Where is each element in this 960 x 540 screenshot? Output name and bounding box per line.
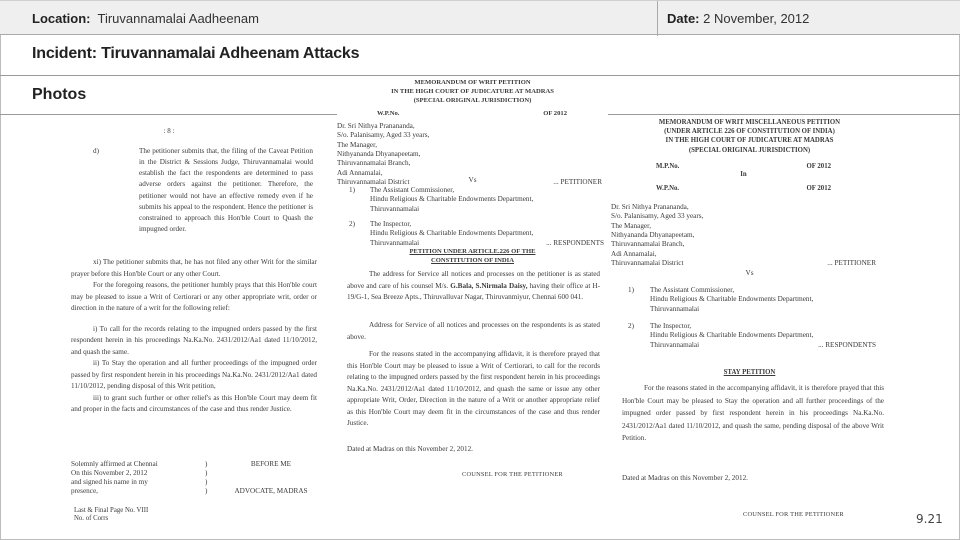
- witness-column: [221, 460, 321, 496]
- address-text: The address for Service all notices and processes on the petitioner is as stated above and care of his counsel M/s.: [347, 270, 600, 290]
- petitioner-line: Thiruvannamalai Branch,: [611, 240, 685, 249]
- respondent-number: 2): [349, 220, 355, 229]
- paragraph-label: d): [93, 147, 99, 155]
- relief-i: i) To call for the records relating to the impugned orders passed by the first respondent herein in his proceedings Na.Ka.No. 2431/2012/Aa1 dated 11/10/2012, and quash the same.: [71, 324, 317, 356]
- versus: Vs: [745, 269, 754, 277]
- respondents-block: [628, 286, 876, 358]
- dated-text: Dated at Madras on this November 2, 2012.: [622, 474, 748, 482]
- respondent-1: [349, 186, 604, 214]
- affirmation-text: [71, 460, 201, 496]
- prayer-text: For the reasons stated in the accompanying affidavit, it is therefore prayed that this Hon'ble Court may be pleased to Stay the operation and all further proceedings of the impugned order passed by first respondent herein in his proceedings Na.Ka.No. 2431/2012/Aa1 dated 11/10/2012, and quash the same, pending disposal of the above Writ Petition.: [622, 384, 884, 443]
- relief-ii: ii) To Stay the operation and all further proceedings of the impugned order passed by first respondent herein in his proceedings Na.Ka.No. 2431/2012/Aa1 dated 11/10/2012, pending disposal of this Writ petition,: [71, 359, 317, 391]
- case-number-block: [656, 163, 831, 193]
- last-page-line: Last & Final Page No. VIII: [74, 507, 149, 514]
- respondent-line: Thiruvannamalai: [650, 304, 700, 313]
- header-divider: [657, 1, 658, 36]
- mp-year: OF 2012: [806, 163, 831, 170]
- petitioner-line: The Manager,: [611, 221, 652, 230]
- photos-title: Photos: [32, 86, 87, 103]
- petitioner-line: S/o. Palanisamy, Aged 33 years,: [611, 212, 704, 221]
- heading-line: (UNDER ARTICLE 226 OF CONSTITUTION OF INDIA): [664, 128, 835, 136]
- counsel-signature: COUNSEL FOR THE PETITIONER: [743, 511, 844, 518]
- date-value: 2 November, 2012: [703, 11, 810, 26]
- heading-line: MEMORANDUM OF WRIT MISCELLANEOUS PETITION: [658, 119, 841, 126]
- respondent-line: The Inspector,: [370, 220, 412, 229]
- slide-number: 9.21: [916, 512, 943, 526]
- affirmation-line: and signed his name in my: [71, 478, 148, 486]
- respondent-line: Hindu Religious & Charitable Endowments Department,: [370, 195, 534, 204]
- respondent-2: [349, 220, 604, 248]
- address-text: having their office at H-19/G-1, Sea Breeze Apts., Thiruvalluvar Nagar, Thiruvanmiyur, Chennai 600 041.: [347, 281, 600, 302]
- mp-no: M.P.No.: [656, 163, 680, 170]
- counsel-names: G.Bala, S.Nirmala Daisy,: [450, 281, 528, 290]
- prayer-section: [71, 257, 317, 416]
- petitioner-line: Thiruvannamalai District: [337, 178, 410, 187]
- respondent-line: Hindu Religious & Charitable Endowments Department,: [650, 295, 814, 304]
- respondent-line: Hindu Religious & Charitable Endowments Department,: [370, 229, 534, 238]
- address-respondents-text: Address for Service of all notices and processes on the respondents is as stated above.: [347, 321, 600, 341]
- petition-title: [337, 248, 608, 265]
- petitioner-line: The Manager,: [337, 140, 378, 149]
- petitioner-tag: ... PETITIONER: [553, 178, 602, 187]
- paragraph-xi: xi) The petitioner submits that, he has not filed any other Writ for the similar prayer before this Hon'ble Court or any other Court.: [71, 258, 317, 278]
- date-label: Date:: [667, 11, 700, 26]
- petitioner-line: Dr. Sri Nithya Pranananda,: [611, 203, 689, 211]
- wp-no: W.P.No.: [377, 110, 400, 117]
- heading-line: MEMORANDUM OF WRIT PETITION: [414, 79, 531, 86]
- respondent-line: Thiruvannamalai: [370, 204, 420, 213]
- address-respondents-paragraph: [347, 320, 600, 343]
- respondent-line: Hindu Religious & Charitable Endowments Department,: [650, 331, 814, 340]
- respondent-line: Thiruvannamalai: [370, 238, 420, 247]
- respondent-line: The Inspector,: [650, 322, 692, 331]
- last-page-note: [74, 507, 148, 524]
- location-label: Location:: [32, 11, 91, 26]
- stay-petition-title: STAY PETITION: [723, 369, 776, 376]
- petitioner-line: Nithyananda Dhyanapeetam,: [337, 150, 421, 159]
- affirmation-line: Solemnly affirmed at Chennai: [71, 460, 158, 468]
- petitioner-line: Nithyananda Dhyanapeetam,: [611, 231, 695, 240]
- wp-number-row: [377, 109, 567, 119]
- document-image-affidavit-page: [1, 116, 337, 536]
- respondent-line: The Assistant Commissioner,: [370, 186, 455, 194]
- dated-line: [347, 444, 600, 456]
- petitioner-line: Adi Annamalai,: [337, 168, 383, 177]
- heading-line: IN THE HIGH COURT OF JUDICATURE AT MADRAS: [665, 137, 834, 145]
- page-number: : 8 :: [163, 127, 175, 135]
- petitioner-line: Dr. Sri Nithya Pranananda,: [337, 122, 415, 130]
- prayer-paragraph: [622, 382, 884, 445]
- petition-title-line: CONSTITUTION OF INDIA: [431, 256, 514, 264]
- wp-year: OF 2012: [806, 185, 831, 193]
- petitioner-line: Thiruvannamalai District: [611, 259, 684, 268]
- wp-no: W.P.No.: [656, 185, 680, 193]
- bracket: ): [205, 460, 208, 468]
- bracket: ): [205, 487, 208, 495]
- paragraph-text: The petitioner submits that, the filing of the Caveat Petition in the District & Sessions Judge, Thiruvannamalai would establish the fact the respondents are determined to pass adverse orders against the petitioner. Therefore, the petitioner would not have an effective remedy even if he submits his appeal to the respondent. Hence the petitioner is constrained to approach this Hon'ble Court to Quash the impugned order.: [139, 147, 313, 234]
- affirmation-line: On this November 2, 2012: [71, 469, 148, 477]
- versus: Vs: [468, 176, 477, 184]
- date-field: [667, 11, 809, 26]
- respondent-line: The Assistant Commissioner,: [650, 286, 735, 294]
- respondents-tag: ... RESPONDENTS: [546, 238, 604, 247]
- respondents-block: [349, 186, 604, 254]
- document-heading: [337, 79, 608, 106]
- petitioner-line: Adi Annamalai,: [611, 249, 657, 258]
- prayer-paragraph: [347, 349, 600, 430]
- corrs-line: No. of Corrs: [74, 515, 109, 523]
- document-image-writ-petition: [337, 76, 608, 496]
- advocate: ADVOCATE, MADRAS: [234, 487, 308, 495]
- heading-line: IN THE HIGH COURT OF JUDICATURE AT MADRAS: [391, 87, 554, 95]
- respondents-tag: ... RESPONDENTS: [818, 340, 876, 349]
- location-value: Tiruvannamalai Aadheenam: [97, 11, 259, 26]
- petitioner-block: [611, 203, 876, 269]
- location-field: [32, 11, 259, 26]
- bracket-column: [205, 460, 215, 496]
- petitioner-line: S/o. Palanisamy, Aged 33 years,: [337, 131, 430, 140]
- prayer-text: For the reasons stated in the accompanying affidavit, it is therefore prayed that this Hon'ble Court may be pleased to issue a Writ of Certiorari, to call for the records relating to the impugned orders passed by the first respondent herein in his proceedings Na.Ka.No. 2431/2012/Aa1 dated 11/10/2012, and quash the same or issue any other appropriate Writ, Order, Direction in the nature of a Writ or another appropriate relief as this Hon'ble Court may deem fit in the circumstances of the case and thus render Justice.: [347, 350, 600, 428]
- paragraph-d: [93, 146, 313, 235]
- heading-line: (SPECIAL ORIGINAL JURISDICTION): [413, 96, 532, 104]
- header-bar: [0, 0, 960, 35]
- respondent-line: Thiruvannamalai: [650, 340, 700, 349]
- dated-text: Dated at Madras on this November 2, 2012.: [347, 445, 473, 453]
- petitioner-tag: ... PETITIONER: [827, 259, 876, 268]
- bracket: ): [205, 478, 208, 486]
- document-image-stay-petition: [608, 116, 891, 536]
- respondent-2: [628, 322, 876, 350]
- paragraph-prays: For the foregoing reasons, the petitioner humbly prays that this Hon'ble court may be pleased to issue a Writ of Certiorari or any other appropriate writ, order or direction in the nature of a writ for the following relief:: [71, 281, 317, 313]
- in-label: In: [740, 171, 747, 179]
- respondent-number: 2): [628, 322, 634, 331]
- incident-title: Incident: Tiruvannamalai Adheenam Attacks: [32, 45, 360, 62]
- petition-title-line: PETITION UNDER ARTICLE.226 OF THE: [409, 248, 536, 255]
- address-paragraph: [347, 269, 600, 304]
- before-me: BEFORE ME: [250, 460, 292, 468]
- bracket: ): [205, 469, 208, 477]
- document-heading: [608, 118, 891, 155]
- respondent-number: 1): [349, 186, 355, 194]
- respondent-number: 1): [628, 286, 634, 294]
- wp-year: OF 2012: [543, 110, 567, 117]
- petitioner-line: Thiruvannamalai Branch,: [337, 159, 411, 168]
- respondent-1: [628, 286, 876, 314]
- counsel-signature: COUNSEL FOR THE PETITIONER: [462, 471, 563, 478]
- heading-line: (SPECIAL ORIGINAL JURISDICTION): [688, 146, 811, 154]
- relief-iii: iii) to grant such further or other relief's as this Hon'ble Court may deem fit and proper in the facts and circumstances of the case and thus render Justice.: [71, 393, 317, 414]
- incident-row: [0, 35, 960, 76]
- affirmation-line: presence,: [71, 487, 98, 495]
